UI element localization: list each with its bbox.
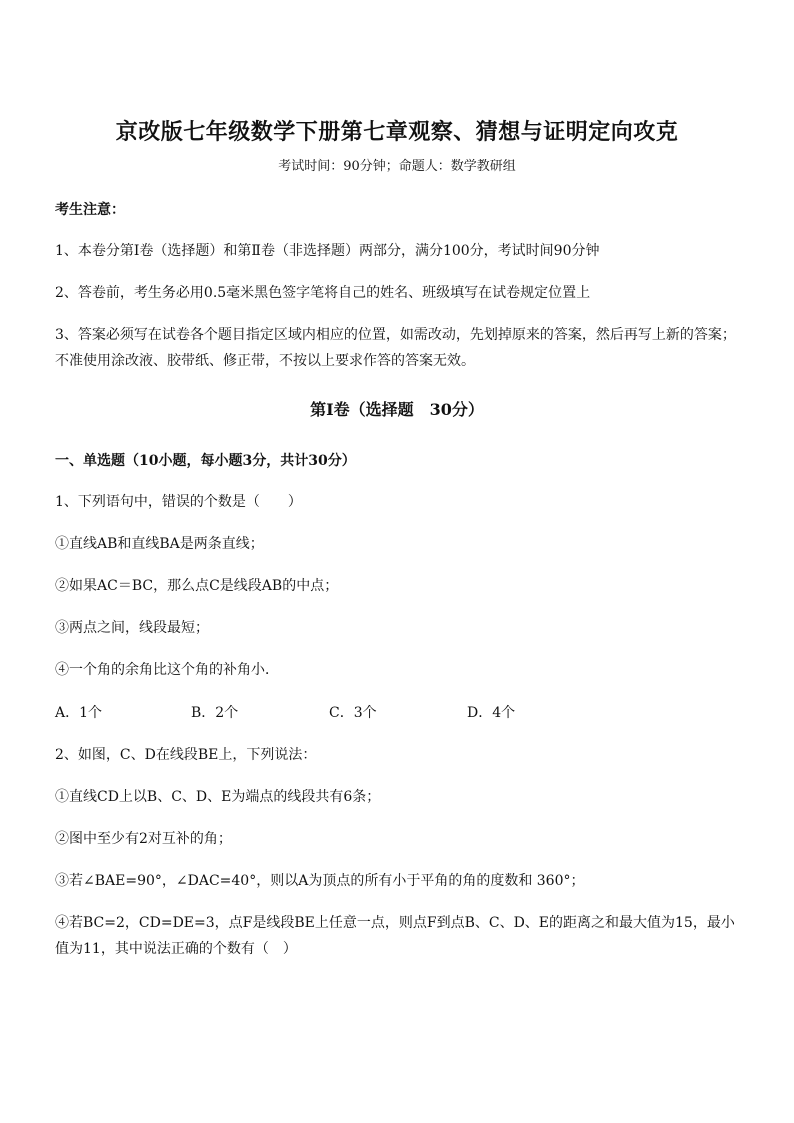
page-title: 京改版七年级数学下册第七章观察、猜想与证明定向攻克 bbox=[115, 119, 679, 145]
question-statement: ①直线AB和直线BA是两条直线； bbox=[55, 536, 264, 552]
question-statement: ②图中至少有2对互补的角； bbox=[55, 831, 232, 847]
section-title: 第Ⅰ卷（选择题 30分） bbox=[310, 400, 484, 419]
question-statement: ④一个角的余角比这个角的补角小． bbox=[55, 662, 279, 678]
option-d: D．4个 bbox=[467, 705, 516, 721]
notice-item: 1、本卷分第Ⅰ卷（选择题）和第Ⅱ卷（非选择题）两部分，满分100分，考试时间90分钟 bbox=[55, 243, 600, 259]
question-statement: ③若∠BAE=90°，∠DAC=40°，则以A为顶点的所有小于平角的角的度数和 360°； bbox=[55, 873, 585, 889]
question-stem: 2、如图，C、D在线段BE上，下列说法： bbox=[55, 747, 317, 763]
question-stem: 1、下列语句中，错误的个数是（ ） bbox=[55, 494, 302, 510]
exam-info: 考试时间：90分钟；命题人：数学教研组 bbox=[278, 159, 516, 174]
notice-item: 2、答卷前，考生务必用0.5毫米黑色签字笔将自己的姓名、班级填写在试卷规定位置上 bbox=[55, 285, 591, 301]
option-a: A．1个 bbox=[55, 705, 103, 721]
option-b: B．2个 bbox=[191, 705, 239, 721]
part-heading: 一、单选题（10小题，每小题3分，共计30分） bbox=[55, 453, 356, 469]
option-c: C．3个 bbox=[329, 705, 377, 721]
question-statement: ②如果AC＝BC，那么点C是线段AB的中点； bbox=[55, 578, 339, 594]
notice-item: 3、答案必须写在试卷各个题目指定区域内相应的位置，如需改动，先划掉原来的答案，然后再写上新的答案；不准使用涂改液、胶带纸、修正带，不按以上要求作答的答案无效。 bbox=[55, 327, 736, 369]
question-statement: ①直线CD上以B、C、D、E为端点的线段共有6条； bbox=[55, 789, 381, 805]
notice-heading: 考生注意： bbox=[55, 202, 125, 218]
question-statement: ④若BC=2，CD=DE=3，点F是线段BE上任意一点，则点F到点B、C、D、E的距离之和最大值为15，最小值为11，其中说法正确的个数有（ ） bbox=[55, 915, 735, 957]
question-statement: ③两点之间，线段最短； bbox=[55, 620, 209, 636]
